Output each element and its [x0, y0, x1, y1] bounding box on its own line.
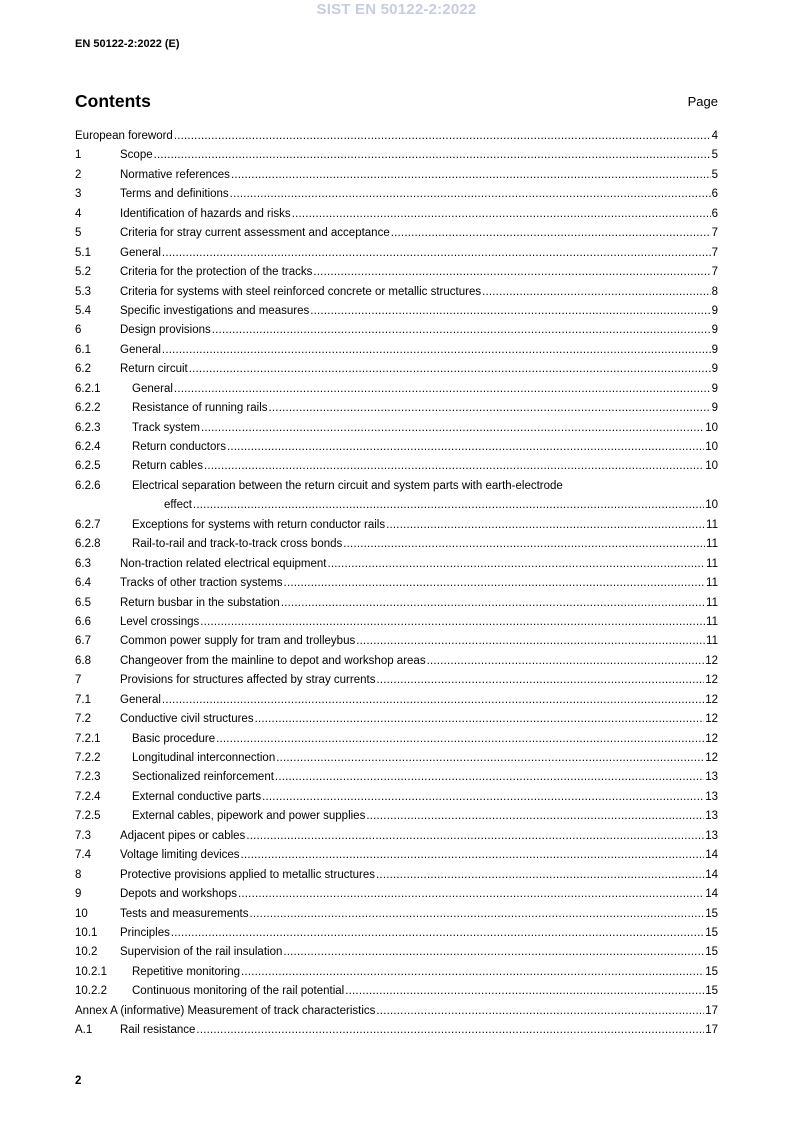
toc-entry-number: 6.2	[75, 363, 91, 376]
dot-leader	[231, 166, 711, 185]
dot-leader	[281, 594, 705, 613]
toc-entry-page: 12	[705, 674, 718, 687]
toc-entry-title: Specific investigations and measures	[120, 302, 309, 321]
toc-entry[interactable]	[75, 768, 718, 787]
toc-entry-title: Criteria for stray current assessment and acceptance	[120, 224, 390, 243]
toc-entry-page: 11	[706, 577, 718, 590]
toc-entry-page: 14	[705, 888, 718, 901]
toc-entry[interactable]	[75, 224, 718, 243]
toc-entry[interactable]	[75, 749, 718, 768]
dot-leader	[196, 1021, 704, 1040]
toc-entry[interactable]	[75, 166, 718, 185]
toc-entry-number: 6.2.7	[75, 518, 101, 531]
toc-entry-number: 6.2.6	[75, 479, 101, 492]
toc-entry-title: Tracks of other traction systems	[120, 574, 283, 593]
toc-entry-page: 11	[706, 557, 718, 570]
toc-entry[interactable]	[75, 943, 718, 962]
toc-entry-title: Terms and definitions	[120, 185, 229, 204]
toc-entry-page: 7	[711, 227, 718, 240]
toc-entry[interactable]	[75, 341, 718, 360]
dot-leader	[366, 807, 704, 826]
dot-leader	[200, 613, 705, 632]
toc-entry-title: Non-traction related electrical equipment	[120, 555, 326, 574]
toc-entry-page: 15	[705, 946, 718, 959]
toc-entry[interactable]	[75, 613, 718, 632]
toc-entry[interactable]	[75, 127, 718, 146]
toc-entry-number: 6.2.1	[75, 382, 101, 395]
toc-entry-number: 5.3	[75, 285, 91, 298]
toc-entry-title: Repetitive monitoring	[132, 963, 240, 982]
toc-entry-number: 6.2.8	[75, 538, 101, 551]
dot-leader	[284, 574, 706, 593]
toc-entry-page: 12	[705, 732, 718, 745]
toc-entry-page: 17	[705, 1024, 718, 1037]
dot-leader	[162, 341, 711, 360]
dot-leader	[241, 963, 704, 982]
toc-entry[interactable]	[75, 263, 718, 282]
toc-entry-number: 7.4	[75, 849, 91, 862]
toc-entry-title: Adjacent pipes or cables	[120, 827, 245, 846]
toc-entry-page: 11	[706, 635, 718, 648]
dot-leader	[386, 516, 705, 535]
toc-entry-page: 4	[711, 130, 718, 142]
toc-entry-title: Rail resistance	[120, 1021, 195, 1040]
toc-entry-title: External cables, pipework and power supplies	[132, 807, 365, 826]
toc-entry[interactable]	[75, 360, 718, 379]
toc-entry-title: Annex A (informative) Measurement of track characteristics	[75, 1002, 375, 1021]
toc-entry-title: Normative references	[120, 166, 230, 185]
toc-entry[interactable]	[75, 399, 718, 418]
toc-entry-number: 7	[75, 674, 82, 687]
toc-entry[interactable]	[75, 788, 718, 807]
toc-entry-title: Longitudinal interconnection	[132, 749, 275, 768]
dot-leader	[189, 360, 711, 379]
dot-leader	[204, 457, 704, 476]
toc-entry-title: Conductive civil structures	[120, 710, 254, 729]
toc-entry-number: 6.2.2	[75, 402, 101, 415]
page-column-label: Page	[687, 94, 718, 109]
toc-entry[interactable]	[75, 905, 718, 924]
toc-entry-title: General	[120, 341, 161, 360]
toc-entry-page: 9	[711, 324, 718, 337]
toc-entry-page: 11	[706, 596, 718, 609]
toc-entry-number: 4	[75, 207, 82, 220]
toc-entry-page: 13	[705, 790, 718, 803]
toc-entry[interactable]	[75, 924, 718, 943]
dot-leader	[345, 982, 704, 1001]
toc-entry-page: 13	[705, 771, 718, 784]
toc-entry[interactable]	[75, 302, 718, 321]
toc-entry[interactable]	[75, 652, 718, 671]
dot-leader	[376, 671, 704, 690]
toc-entry-title: Exceptions for systems with return conductor rails	[132, 516, 385, 535]
dot-leader	[482, 283, 711, 302]
toc-entry-page: 13	[705, 829, 718, 842]
toc-entry-number: 7.2.2	[75, 752, 101, 765]
toc-entry-title: Supervision of the rail insulation	[120, 943, 282, 962]
toc-entry-number: 6.6	[75, 615, 91, 628]
toc-entry-number: 7.2	[75, 713, 91, 726]
toc-entry-page: 17	[705, 1004, 718, 1017]
toc-entry-title: Basic procedure	[132, 730, 215, 749]
toc-entry[interactable]	[75, 827, 718, 846]
toc-entry-title: Common power supply for tram and trolleybus	[120, 632, 355, 651]
dot-leader	[276, 749, 704, 768]
dot-leader	[230, 185, 711, 204]
toc-entry-page: 12	[705, 693, 718, 706]
dot-leader	[174, 127, 711, 146]
toc-entry-number: 6.4	[75, 577, 91, 590]
dot-leader	[162, 691, 704, 710]
dot-leader	[292, 205, 711, 224]
toc-entry[interactable]	[75, 885, 718, 904]
toc-entry-page: 14	[705, 868, 718, 881]
toc-entry-number: 1	[75, 149, 82, 162]
dot-leader	[313, 263, 710, 282]
toc-entry[interactable]	[75, 710, 718, 729]
toc-entry-title: Identification of hazards and risks	[120, 205, 291, 224]
toc-entry[interactable]	[75, 419, 718, 438]
toc-entry-page: 6	[711, 188, 718, 201]
toc-entry-number: 7.2.5	[75, 810, 101, 823]
toc-entry-title: Return circuit	[120, 360, 188, 379]
toc-entry-title: External conductive parts	[132, 788, 261, 807]
toc-entry-number: 7.3	[75, 829, 91, 842]
toc-entry-number: A.1	[75, 1024, 93, 1037]
toc-entry-page: 8	[711, 285, 718, 298]
toc-entry-page: 9	[711, 343, 718, 356]
toc-entry-title: Sectionalized reinforcement	[132, 768, 274, 787]
toc-entry-number: 9	[75, 888, 82, 901]
toc-entry-title: Criteria for the protection of the tracks	[120, 263, 312, 282]
toc-entry-title: Protective provisions applied to metallic structures	[120, 866, 375, 885]
toc-entry-title: Return cables	[132, 457, 203, 476]
dot-leader	[212, 321, 711, 340]
toc-entry-page: 15	[705, 926, 718, 939]
toc-entry-number: 8	[75, 868, 82, 881]
toc-entry-page: 13	[705, 810, 718, 823]
toc-entry-page: 9	[711, 402, 718, 415]
toc-entry-number: 10.2.2	[75, 985, 107, 998]
toc-entry-title-continued: effect	[164, 496, 192, 515]
dot-leader	[262, 788, 704, 807]
toc-entry[interactable]	[75, 730, 718, 749]
toc-entry-number: 6.8	[75, 654, 91, 667]
dot-leader	[201, 419, 704, 438]
toc-entry-title: Criteria for systems with steel reinforced concrete or metallic structures	[120, 283, 481, 302]
toc-entry-page: 10	[705, 460, 718, 473]
toc-entry-number: 5.2	[75, 266, 91, 279]
toc-entry-number: 6.3	[75, 557, 91, 570]
toc-entry-title: Provisions for structures affected by stray currents	[120, 671, 375, 690]
dot-leader	[238, 885, 704, 904]
toc-entry-number: 7.2.3	[75, 771, 101, 784]
toc-entry[interactable]	[75, 807, 718, 826]
toc-entry-page: 10	[705, 421, 718, 434]
toc-entry[interactable]	[75, 632, 718, 651]
toc-entry-title: Depots and workshops	[120, 885, 237, 904]
toc-entry-title: Electrical separation between the return circuit and system parts with earth-electrode	[132, 479, 563, 492]
dot-leader	[216, 730, 704, 749]
toc-entry[interactable]	[75, 982, 718, 1001]
toc-entry-number: 5.4	[75, 304, 91, 317]
toc-entry-page: 9	[711, 363, 718, 376]
dot-leader	[356, 632, 705, 651]
toc-entry-page: 5	[711, 149, 718, 162]
toc-entry-page: 9	[711, 304, 718, 317]
dot-leader	[310, 302, 710, 321]
toc-entry-title: Design provisions	[120, 321, 211, 340]
toc-entry-number: 6.2.4	[75, 441, 101, 453]
toc-entry-title: Changeover from the mainline to depot and workshop areas	[120, 652, 426, 671]
toc-entry[interactable]	[75, 477, 718, 516]
toc-entry[interactable]	[75, 555, 718, 574]
toc-entry[interactable]	[75, 1021, 718, 1040]
toc-entry[interactable]	[75, 283, 718, 302]
toc-entry[interactable]	[75, 457, 718, 476]
dot-leader	[241, 846, 705, 865]
toc-entry[interactable]	[75, 205, 718, 224]
toc-entry-number: 3	[75, 188, 82, 201]
dot-leader	[171, 924, 704, 943]
toc-entry-title: Return busbar in the substation	[120, 594, 280, 613]
toc-entry[interactable]	[75, 244, 718, 263]
toc-entry-title: Return conductors	[132, 438, 226, 457]
toc-entry-page: 12	[705, 654, 718, 667]
dot-leader	[154, 146, 711, 165]
toc-entry-page: 7	[711, 266, 718, 279]
dot-leader	[249, 905, 704, 924]
toc-entry-title: General	[132, 380, 173, 399]
toc-entry-number: 5.1	[75, 246, 91, 259]
watermark: SIST EN 50122-2:2022	[316, 1, 477, 18]
dot-leader	[275, 768, 704, 787]
toc-entry[interactable]	[75, 185, 718, 204]
toc-entry[interactable]	[75, 146, 718, 165]
toc-entry-page: 6	[711, 207, 718, 220]
table-of-contents	[75, 127, 718, 1041]
contents-header	[75, 91, 718, 113]
toc-entry-title: European foreword	[75, 127, 173, 146]
toc-entry-number: 10.1	[75, 926, 98, 939]
toc-entry[interactable]	[75, 671, 718, 690]
dot-leader	[162, 244, 711, 263]
toc-entry-number: 7.2.1	[75, 732, 101, 745]
toc-entry-number: 6.5	[75, 596, 91, 609]
dot-leader	[343, 535, 705, 554]
toc-entry-page: 12	[705, 713, 718, 726]
toc-entry-number: 6.2.3	[75, 421, 101, 434]
dot-leader	[255, 710, 705, 729]
toc-entry[interactable]	[75, 380, 718, 399]
toc-entry-number: 10.2	[75, 946, 98, 959]
toc-entry-title: Continuous monitoring of the rail potential	[132, 982, 344, 1001]
toc-entry-number: 7.2.4	[75, 790, 101, 803]
toc-entry-page: 14	[705, 849, 718, 862]
toc-entry-number: 5	[75, 227, 82, 240]
toc-entry-title: General	[120, 244, 161, 263]
toc-entry[interactable]	[75, 516, 718, 535]
toc-entry-page: 15	[705, 907, 718, 920]
toc-entry[interactable]	[75, 963, 718, 982]
dot-leader	[376, 1002, 704, 1021]
dot-leader	[391, 224, 711, 243]
toc-entry[interactable]	[75, 321, 718, 340]
toc-entry-title: Level crossings	[120, 613, 199, 632]
dot-leader	[283, 943, 704, 962]
toc-entry[interactable]	[75, 438, 718, 457]
dot-leader	[246, 827, 704, 846]
toc-entry-title: Principles	[120, 924, 170, 943]
toc-entry-page: 15	[705, 985, 718, 998]
toc-entry-number: 6.7	[75, 635, 91, 648]
toc-entry-number: 6.2.5	[75, 460, 101, 473]
toc-entry-number: 2	[75, 168, 82, 181]
contents-title: Contents	[75, 91, 151, 111]
toc-entry-number: 7.1	[75, 693, 91, 706]
dot-leader	[174, 380, 711, 399]
toc-entry-page: 15	[705, 965, 718, 978]
toc-entry-number: 6	[75, 324, 82, 337]
toc-entry-number: 10	[75, 907, 88, 920]
toc-entry[interactable]	[75, 866, 718, 885]
toc-entry-page: 11	[706, 615, 718, 628]
toc-entry-title: Resistance of running rails	[132, 399, 268, 418]
toc-entry-page: 5	[711, 168, 718, 181]
dot-leader	[327, 555, 705, 574]
document-code: EN 50122-2:2022 (E)	[75, 38, 180, 50]
dot-leader	[193, 496, 704, 515]
toc-entry[interactable]	[75, 691, 718, 710]
toc-entry-page: 10	[705, 499, 718, 512]
toc-entry-title: General	[120, 691, 161, 710]
toc-entry[interactable]	[75, 574, 718, 593]
toc-entry[interactable]	[75, 846, 718, 865]
toc-entry-title: Voltage limiting devices	[120, 846, 240, 865]
toc-entry-page: 9	[711, 382, 718, 395]
toc-entry-number: 6.1	[75, 343, 91, 356]
toc-entry-number: 10.2.1	[75, 965, 107, 978]
toc-entry[interactable]	[75, 535, 718, 554]
dot-leader	[376, 866, 704, 885]
dot-leader	[269, 399, 711, 418]
toc-entry-page: 7	[711, 246, 718, 259]
toc-entry[interactable]	[75, 1002, 718, 1021]
toc-entry-page: 11	[706, 538, 718, 551]
dot-leader	[227, 438, 704, 457]
toc-entry-page: 12	[705, 752, 718, 765]
toc-entry-page: 10	[705, 441, 718, 453]
toc-entry-page: 11	[706, 518, 718, 531]
page-number: 2	[75, 1075, 82, 1087]
toc-entry[interactable]	[75, 594, 718, 613]
dot-leader	[427, 652, 705, 671]
toc-entry-title: Track system	[132, 419, 200, 438]
toc-entry-title: Rail-to-rail and track-to-track cross bonds	[132, 535, 342, 554]
toc-entry-title: Tests and measurements	[120, 905, 248, 924]
toc-entry-title: Scope	[120, 146, 153, 165]
